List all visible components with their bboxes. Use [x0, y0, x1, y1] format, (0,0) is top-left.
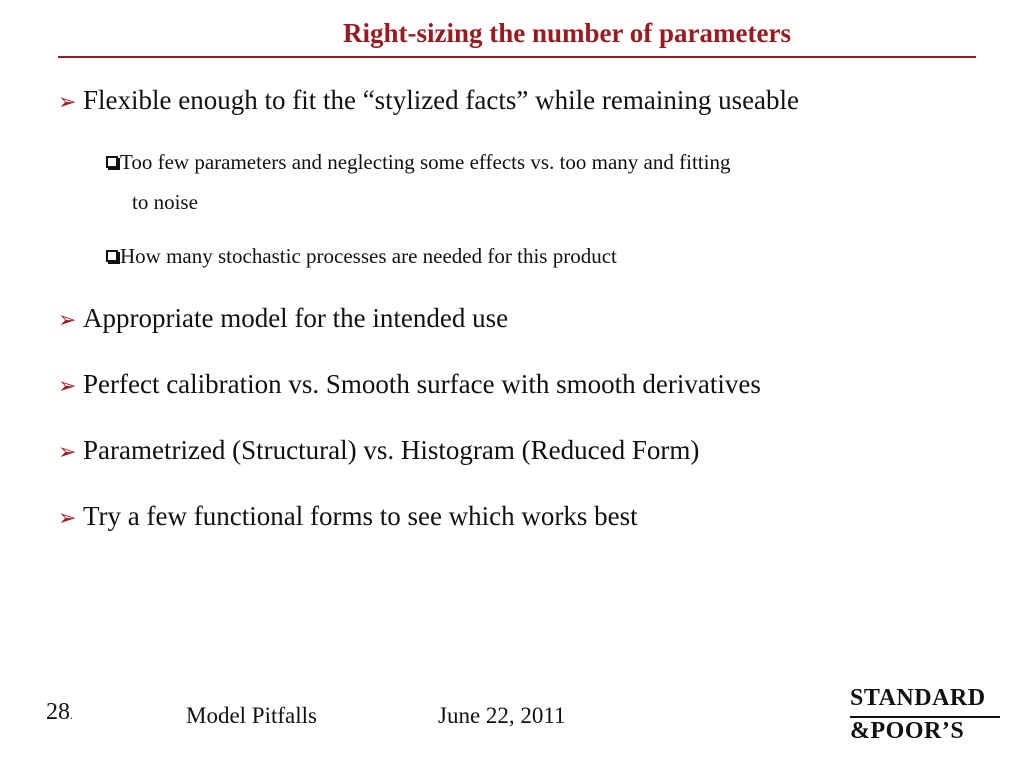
logo-line-2: &POOR’S — [850, 718, 965, 744]
bullet-item — [58, 366, 761, 404]
arrow-bullet-icon: ➢ — [58, 373, 77, 398]
arrow-bullet-icon: ➢ — [58, 89, 77, 114]
box-bullet-icon — [106, 250, 118, 262]
bullet-item — [58, 300, 508, 338]
arrow-bullet-icon: ➢ — [58, 439, 77, 464]
page-number-suffix: . — [70, 708, 73, 722]
title-divider — [58, 56, 976, 58]
bullet-text: Parametrized (Structural) vs. Histogram (Reduced Form) — [83, 435, 700, 465]
bullet-text: Try a few functional forms to see which works best — [83, 501, 638, 531]
footer-topic: Model Pitfalls — [186, 703, 317, 728]
standard-and-poors-logo — [850, 685, 1000, 755]
sub-bullet-text: Too few parameters and neglecting some effects vs. too many and fitting — [120, 150, 731, 174]
sub-bullet-text: How many stochastic processes are needed for this product — [120, 244, 617, 268]
sub-bullet-item — [106, 236, 956, 276]
sub-bullet-item — [106, 142, 956, 222]
bullet-item — [58, 498, 638, 536]
page-number-value: 28 — [46, 699, 70, 725]
bullet-item — [58, 432, 699, 470]
arrow-bullet-icon: ➢ — [58, 505, 77, 530]
arrow-bullet-icon: ➢ — [58, 307, 77, 332]
box-bullet-icon — [106, 156, 118, 168]
slide-title: Right-sizing the number of parameters — [343, 18, 791, 48]
page-number — [46, 699, 73, 726]
bullet-text: Flexible enough to fit the “stylized facts” while remaining useable — [83, 85, 800, 115]
sub-bullet-continuation: to noise — [132, 190, 198, 214]
bullet-item — [58, 82, 799, 120]
logo-line-1: STANDARD — [850, 685, 986, 711]
bullet-text: Perfect calibration vs. Smooth surface with smooth derivatives — [83, 369, 761, 399]
footer-date: June 22, 2011 — [438, 703, 566, 728]
bullet-text: Appropriate model for the intended use — [83, 303, 509, 333]
